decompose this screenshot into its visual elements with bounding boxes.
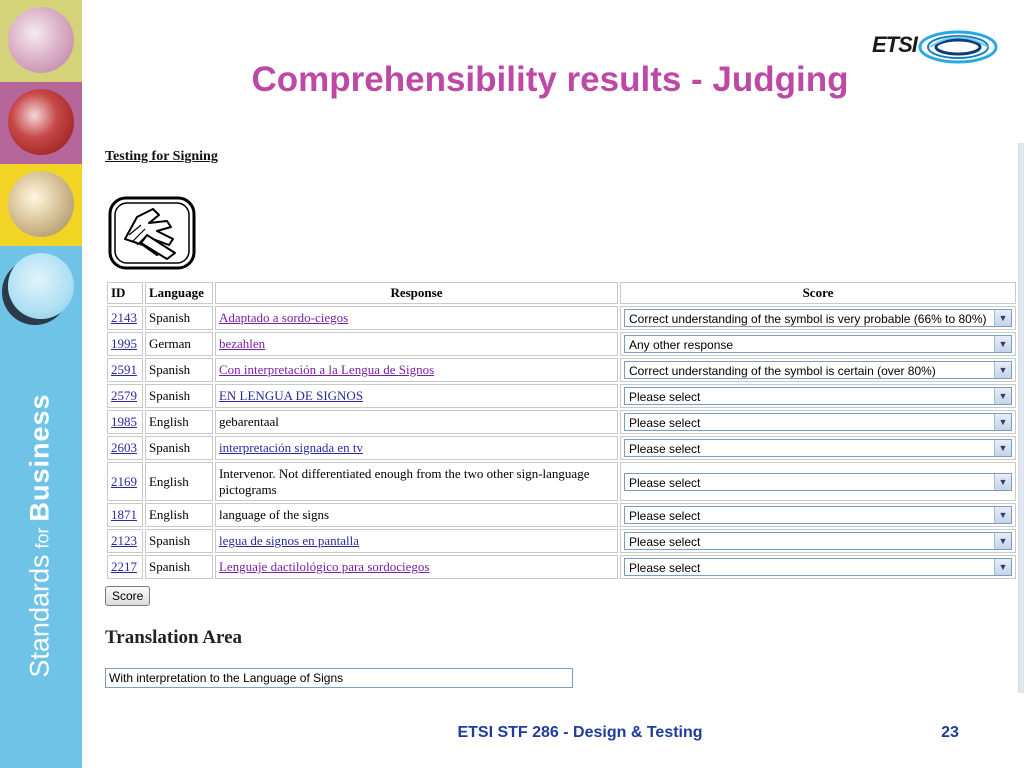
panel-heading: Testing for Signing: [105, 149, 218, 164]
table-row: [107, 503, 1016, 527]
chevron-down-icon[interactable]: ▼: [994, 440, 1011, 456]
row-response-link[interactable]: Lenguaje dactilológico para sordociegos: [218, 559, 430, 574]
score-select[interactable]: [624, 532, 1012, 550]
score-select-value: Please select: [628, 561, 701, 575]
etsi-logo: [872, 26, 1004, 68]
row-response-text: gebarentaal: [215, 410, 618, 434]
logo-text: ETSI: [872, 32, 917, 57]
score-select[interactable]: [624, 387, 1012, 405]
brand-for: for: [32, 527, 53, 549]
score-select-value: Please select: [628, 535, 701, 549]
globe-icon: [8, 171, 74, 237]
row-id-link[interactable]: 2579: [111, 388, 137, 403]
score-select[interactable]: [624, 335, 1012, 353]
translation-input[interactable]: [105, 668, 573, 688]
translation-heading: Translation Area: [105, 627, 243, 648]
row-id-link[interactable]: 2169: [111, 473, 137, 489]
score-select[interactable]: [624, 309, 1012, 327]
row-response-link[interactable]: legua de signos en pantalla: [218, 533, 360, 548]
row-id-link[interactable]: 1871: [111, 507, 137, 522]
row-language: Spanish: [145, 555, 213, 579]
globe-icon: [8, 89, 74, 155]
table-row: [107, 462, 1016, 501]
score-select-value: Please select: [628, 390, 701, 404]
row-response-link[interactable]: bezahlen: [218, 336, 266, 351]
score-select[interactable]: [624, 361, 1012, 379]
row-id-link[interactable]: 2123: [111, 533, 137, 548]
score-select-value: Please select: [628, 442, 701, 456]
row-language: Spanish: [145, 436, 213, 460]
chevron-down-icon[interactable]: ▼: [994, 388, 1011, 404]
row-language: Spanish: [145, 529, 213, 553]
table-row: [107, 332, 1016, 356]
chevron-down-icon[interactable]: ▼: [994, 310, 1011, 326]
score-select-value: Please select: [628, 475, 701, 490]
table-row: [107, 529, 1016, 553]
chevron-down-icon[interactable]: ▼: [994, 559, 1011, 575]
scrollbar[interactable]: [1019, 143, 1024, 693]
footer-text: ETSI STF 286 - Design & Testing: [457, 724, 703, 741]
table-row: [107, 384, 1016, 408]
row-id-link[interactable]: 1995: [111, 336, 137, 351]
row-language: English: [145, 462, 213, 501]
sidebar: [0, 0, 82, 768]
row-response-text: Intervenor. Not differentiated enough from the two other sign-language pictograms: [215, 462, 618, 501]
chevron-down-icon[interactable]: ▼: [994, 414, 1011, 430]
globe-icon: [8, 7, 74, 73]
row-id-link[interactable]: 2143: [111, 310, 137, 325]
row-id-link[interactable]: 2603: [111, 440, 137, 455]
score-select-value: Please select: [628, 509, 701, 523]
chevron-down-icon[interactable]: ▼: [994, 336, 1011, 352]
sidebar-brand: [25, 316, 56, 756]
table-row: [107, 436, 1016, 460]
row-response-link[interactable]: interpretación signada en tv: [218, 440, 363, 455]
score-select-value: Please select: [628, 416, 701, 430]
globe-icon: [8, 253, 74, 319]
logo-swoosh-icon: [872, 26, 1004, 68]
score-select-value: Correct understanding of the symbol is very probable (66% to 80%): [628, 312, 987, 326]
score-select[interactable]: [624, 473, 1012, 491]
row-language: English: [145, 410, 213, 434]
row-response-text: language of the signs: [215, 503, 618, 527]
score-select[interactable]: [624, 413, 1012, 431]
slide-title: Comprehensibility results - Judging: [251, 60, 849, 99]
col-id: ID: [107, 282, 143, 304]
row-language: English: [145, 503, 213, 527]
brand-business: Business: [24, 393, 55, 522]
results-table: [105, 280, 1018, 581]
globe-tile-3: [0, 164, 82, 246]
row-response-link[interactable]: Con interpretación a la Lengua de Signos: [218, 362, 435, 377]
score-select-value: Correct understanding of the symbol is certain (over 80%): [628, 364, 936, 378]
row-response-link[interactable]: EN LENGUA DE SIGNOS: [218, 388, 364, 403]
table-row: [107, 410, 1016, 434]
score-select[interactable]: [624, 506, 1012, 524]
score-select[interactable]: [624, 558, 1012, 576]
table-row: [107, 555, 1016, 579]
brand-standards: Standards: [24, 554, 55, 678]
row-response-link[interactable]: Adaptado a sordo-ciegos: [218, 310, 349, 325]
col-score: Score: [620, 282, 1016, 304]
signing-hand-icon: [107, 195, 197, 271]
row-language: Spanish: [145, 384, 213, 408]
chevron-down-icon[interactable]: ▼: [994, 533, 1011, 549]
score-button[interactable]: Score: [105, 586, 150, 606]
globe-tile-2: [0, 82, 82, 164]
row-language: German: [145, 332, 213, 356]
col-language: Language: [145, 282, 213, 304]
row-id-link[interactable]: 1985: [111, 414, 137, 429]
testing-panel: [100, 143, 1022, 693]
row-id-link[interactable]: 2591: [111, 362, 137, 377]
row-id-link[interactable]: 2217: [111, 559, 137, 574]
table-row: [107, 358, 1016, 382]
col-response: Response: [215, 282, 618, 304]
table-row: [107, 306, 1016, 330]
chevron-down-icon[interactable]: ▼: [994, 362, 1011, 378]
page-number: 23: [941, 724, 959, 741]
globe-tile-1: [0, 0, 82, 82]
header-row: [107, 282, 1016, 304]
score-select[interactable]: [624, 439, 1012, 457]
row-language: Spanish: [145, 306, 213, 330]
score-select-value: Any other response: [628, 338, 734, 352]
row-language: Spanish: [145, 358, 213, 382]
chevron-down-icon[interactable]: ▼: [994, 474, 1011, 490]
chevron-down-icon[interactable]: ▼: [994, 507, 1011, 523]
